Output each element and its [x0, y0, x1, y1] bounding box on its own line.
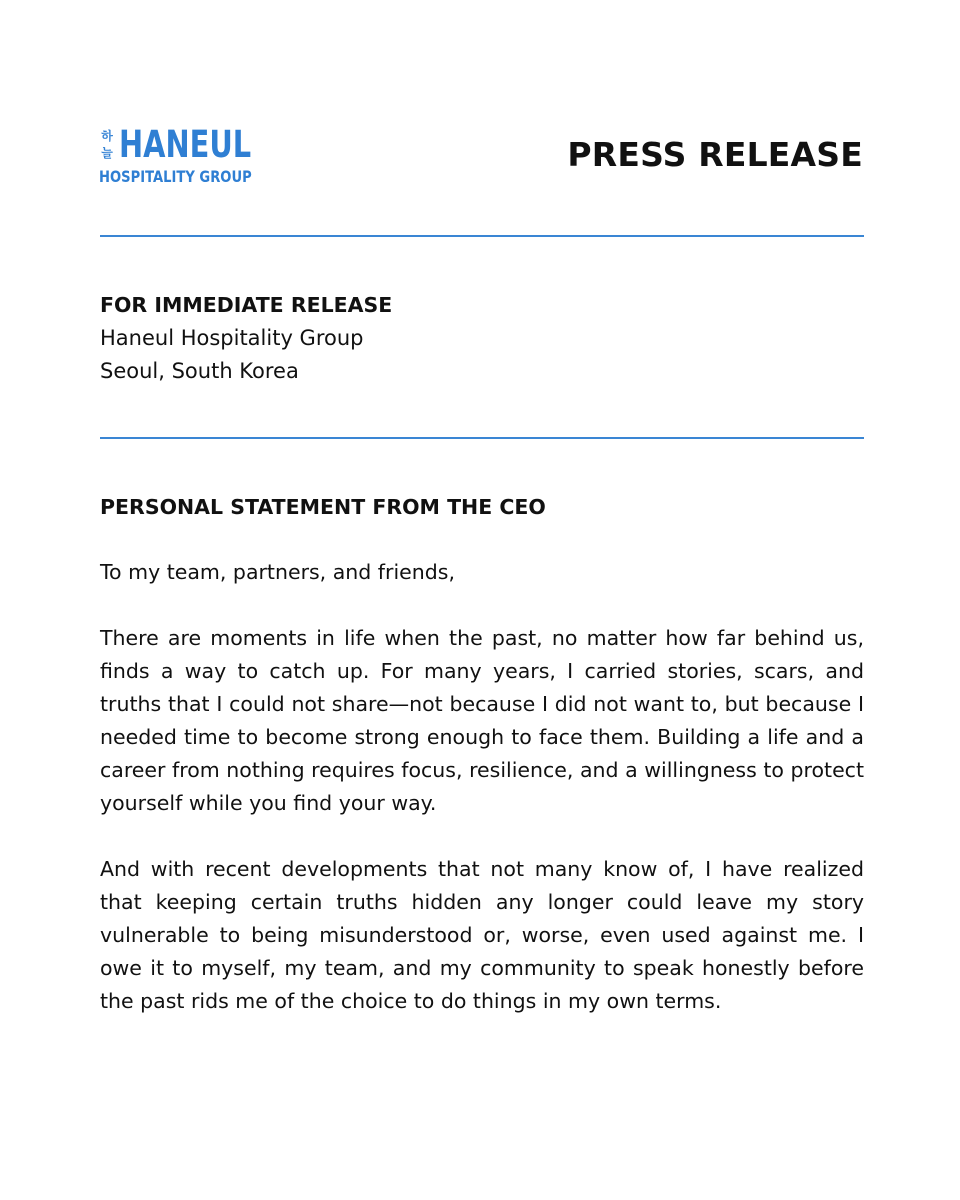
- header-divider: [100, 235, 864, 237]
- statement-greeting: To my team, partners, and friends,: [100, 560, 455, 584]
- page-title: PRESS RELEASE: [567, 135, 863, 174]
- statement-paragraph: And with recent developments that not many know of, I have realized that keeping certain truths hidden any longer could leave my story vulnerable to being misunderstood or, worse, even used against me. I owe it to myself, my team, and my community to speak honestly before the past rids me of the choice to do things in my own terms.: [100, 857, 864, 1013]
- release-label: FOR IMMEDIATE RELEASE: [100, 293, 393, 317]
- logo-subtitle: HOSPITALITY GROUP: [99, 167, 252, 186]
- organization-name: Haneul Hospitality Group: [100, 326, 364, 350]
- section-divider: [100, 437, 864, 439]
- statement-paragraph: There are moments in life when the past, no matter how far behind us, finds a way to catch up. For many years, I carried stories, scars, and truths that I could not share—not because I did not want to, but because I needed time to become strong enough to face them. Building a life and a career from nothing requires focus, resilience, and a willingness to protect yourself while you find your way.: [100, 626, 864, 815]
- location-text: Seoul, South Korea: [100, 359, 299, 383]
- release-info: [100, 289, 864, 388]
- logo-wordmark: HANEUL: [119, 123, 252, 166]
- statement-heading: PERSONAL STATEMENT FROM THE CEO: [100, 495, 546, 519]
- logo-korean-mark: 하 늘: [101, 129, 113, 160]
- statement-body: [100, 556, 864, 1051]
